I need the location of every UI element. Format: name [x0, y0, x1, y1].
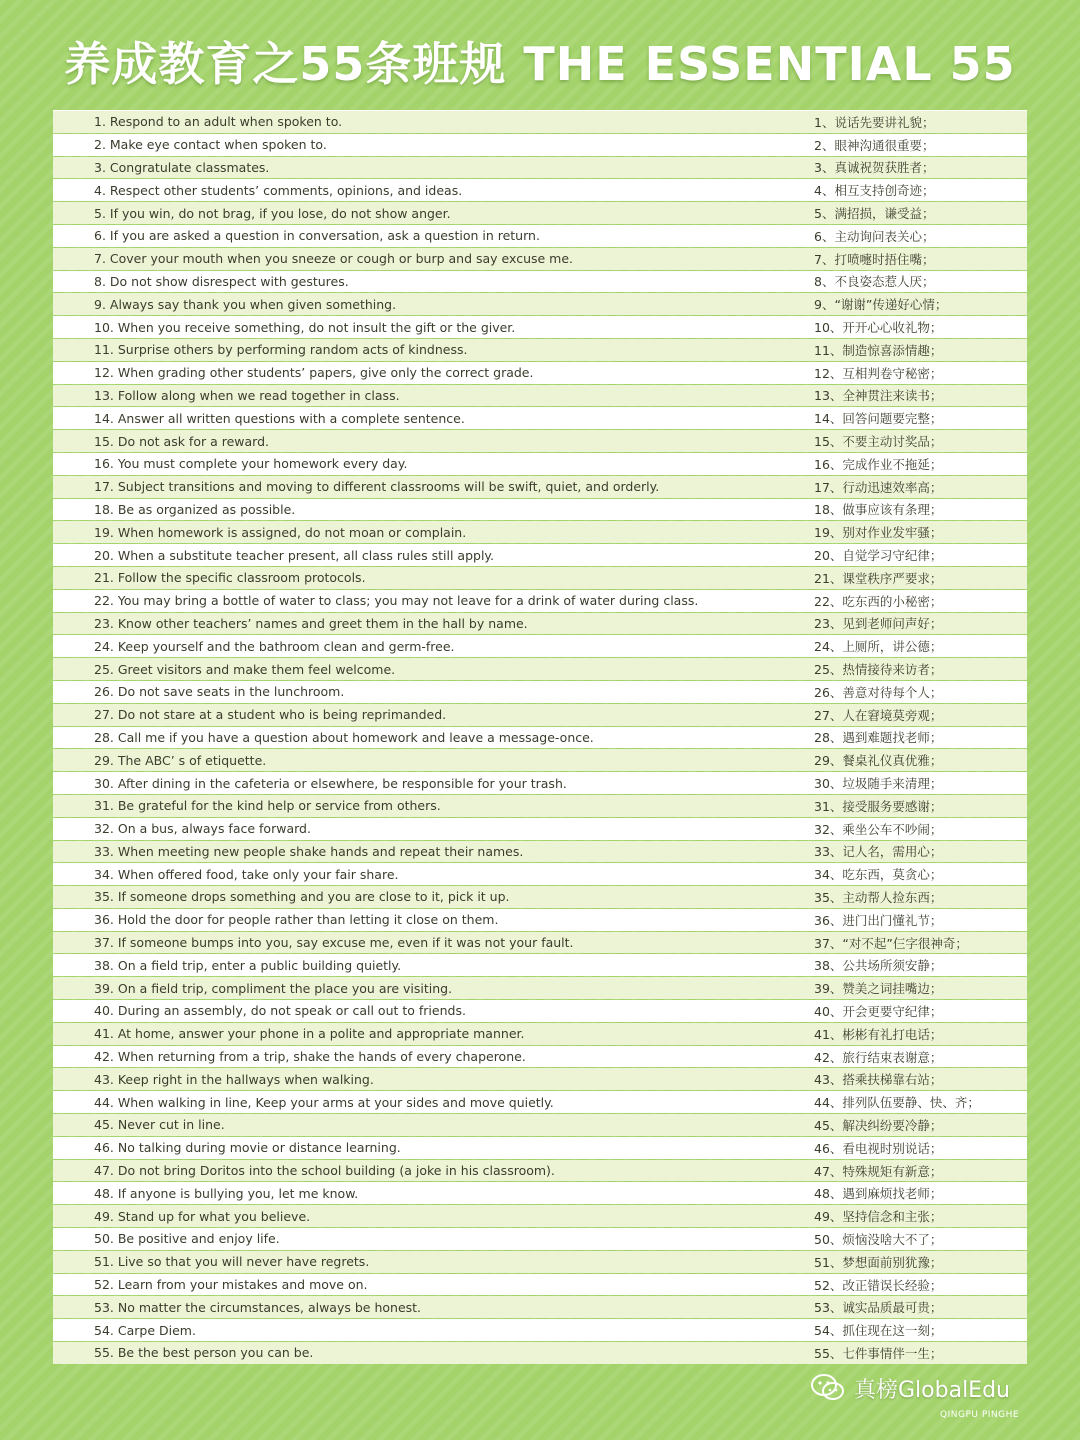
rule-chinese: 55、七件事情伴一生；: [814, 1345, 943, 1361]
rule-chinese: 17、行动迅速效率高；: [814, 479, 943, 495]
rule-chinese: 22、吃东西的小秘密；: [814, 593, 943, 609]
rule-row: [53, 1046, 1027, 1068]
rule-chinese: 21、课堂秩序严要求；: [814, 570, 943, 586]
watermark-subtext: QINGPU PINGHE: [940, 1410, 1020, 1420]
rule-chinese: 8、不良姿态惹人厌；: [814, 274, 935, 290]
rule-chinese: 37、“对不起”仨字很神奇；: [814, 935, 968, 951]
rule-row: [53, 954, 1027, 976]
rule-english: 44. When walking in line, Keep your arms at your sides and move quietly.: [94, 1094, 554, 1110]
rule-chinese: 2、眼神沟通很重要；: [814, 137, 935, 153]
rule-chinese: 24、上厕所，讲公德；: [814, 639, 943, 655]
rule-row: [53, 841, 1027, 863]
rule-english: 18. Be as organized as possible.: [94, 501, 296, 517]
rule-row: [53, 134, 1027, 156]
rule-row: [53, 886, 1027, 908]
rule-english: 15. Do not ask for a reward.: [94, 433, 269, 449]
rule-english: 8. Do not show disrespect with gestures.: [94, 273, 349, 289]
rule-row: [53, 544, 1027, 566]
rule-english: 22. You may bring a bottle of water to class; you may not leave for a drink of water during class.: [94, 593, 699, 609]
rule-row: [53, 453, 1027, 475]
rule-english: 11. Surprise others by performing random acts of kindness.: [94, 342, 468, 358]
rule-row: [53, 407, 1027, 429]
rule-row: [53, 1091, 1027, 1113]
rule-english: 26. Do not save seats in the lunchroom.: [94, 684, 345, 700]
rule-row: [53, 339, 1027, 361]
rule-chinese: 34、吃东西，莫贪心；: [814, 867, 943, 883]
rule-row: [53, 179, 1027, 201]
rule-english: 35. If someone drops something and you are close to it, pick it up.: [94, 889, 510, 905]
rule-english: 19. When homework is assigned, do not moan or complain.: [94, 524, 467, 540]
rule-row: [53, 157, 1027, 179]
rule-english: 53. No matter the circumstances, always be honest.: [94, 1299, 422, 1315]
rule-row: [53, 727, 1027, 749]
wechat-icon: [810, 1373, 846, 1403]
rule-english: 25. Greet visitors and make them feel welcome.: [94, 661, 396, 677]
watermark-text: 真榜GlobalEdu: [854, 1377, 1010, 1403]
rule-row: [53, 111, 1027, 133]
rule-chinese: 44、排列队伍要静、快、齐；: [814, 1095, 980, 1111]
rule-english: 52. Learn from your mistakes and move on.: [94, 1277, 368, 1293]
rule-english: 43. Keep right in the hallways when walking.: [94, 1071, 374, 1087]
rule-row: [53, 1296, 1027, 1318]
rule-row: [53, 863, 1027, 885]
rule-english: 37. If someone bumps into you, say excuse me, even if it was not your fault.: [94, 935, 574, 951]
rule-row: [53, 521, 1027, 543]
rule-chinese: 3、真诚祝贺获胜者；: [814, 160, 935, 176]
rule-english: 46. No talking during movie or distance learning.: [94, 1140, 401, 1156]
rule-english: 39. On a field trip, compliment the place you are visiting.: [94, 980, 453, 996]
rule-chinese: 36、进门出门懂礼节；: [814, 912, 943, 928]
rule-english: 1. Respond to an adult when spoken to.: [94, 114, 343, 130]
rule-row: [53, 271, 1027, 293]
watermark: [810, 1366, 1010, 1410]
rule-chinese: 40、开会更要守纪律；: [814, 1003, 943, 1019]
rule-row: [53, 818, 1027, 840]
rule-english: 55. Be the best person you can be.: [94, 1345, 314, 1361]
rule-chinese: 38、公共场所须安静；: [814, 958, 943, 974]
rule-chinese: 9、“谢谢”传递好心情；: [814, 297, 948, 313]
rule-english: 16. You must complete your homework every day.: [94, 456, 408, 472]
rule-chinese: 46、看电视时别说话；: [814, 1140, 943, 1156]
rule-english: 51. Live so that you will never have regrets.: [94, 1254, 370, 1270]
rule-chinese: 39、赞美之词挂嘴边；: [814, 981, 943, 997]
rule-english: 24. Keep yourself and the bathroom clean and germ-free.: [94, 638, 455, 654]
rule-english: 28. Call me if you have a question about homework and leave a message-once.: [94, 729, 594, 745]
rule-row: [53, 1228, 1027, 1250]
rule-chinese: 52、改正错误长经验；: [814, 1277, 943, 1293]
rule-chinese: 16、完成作业不拖延；: [814, 456, 943, 472]
rule-chinese: 53、诚实品质最可贵；: [814, 1300, 943, 1316]
rule-row: [53, 362, 1027, 384]
rule-chinese: 30、垃圾随手来清理；: [814, 776, 943, 791]
rule-row: [53, 1182, 1027, 1204]
rule-row: [53, 316, 1027, 338]
rule-chinese: 20、自觉学习守纪律；: [814, 548, 943, 564]
rule-row: [53, 248, 1027, 270]
rule-english: 13. Follow along when we read together in class.: [94, 387, 400, 403]
rule-english: 20. When a substitute teacher present, all class rules still apply.: [94, 547, 494, 563]
rule-english: 40. During an assembly, do not speak or call out to friends.: [94, 1003, 466, 1019]
rule-row: [53, 202, 1027, 224]
rule-row: [53, 1137, 1027, 1159]
rule-chinese: 14、回答问题要完整；: [814, 411, 943, 427]
rule-english: 10. When you receive something, do not insult the gift or the giver.: [94, 319, 516, 335]
rule-chinese: 31、接受服务要感谢；: [814, 798, 943, 814]
rule-chinese: 47、特殊规矩有新意；: [814, 1163, 943, 1179]
rule-chinese: 23、见到老师问声好；: [814, 616, 943, 632]
rule-chinese: 51、梦想面前别犹豫；: [814, 1254, 943, 1270]
rule-row: [53, 1205, 1027, 1227]
rule-row: [53, 1342, 1027, 1364]
rule-chinese: 49、坚持信念和主张；: [814, 1209, 943, 1225]
rule-chinese: 27、人在窘境莫旁观；: [814, 707, 943, 723]
rule-chinese: 12、互相判卷守秘密；: [814, 365, 943, 381]
rule-english: 36. Hold the door for people rather than letting it close on them.: [94, 912, 499, 928]
rule-row: [53, 795, 1027, 817]
rule-row: [53, 1251, 1027, 1273]
rule-english: 31. Be grateful for the kind help or service from others.: [94, 798, 441, 814]
rule-row: [53, 1068, 1027, 1090]
rule-english: 21. Follow the specific classroom protocols.: [94, 570, 366, 586]
rule-chinese: 4、相互支持创奇迹；: [814, 183, 935, 199]
rule-english: 45. Never cut in line.: [94, 1117, 225, 1133]
rule-english: 7. Cover your mouth when you sneeze or cough or burp and say excuse me.: [94, 251, 574, 267]
rule-chinese: 41、彬彬有礼打电话；: [814, 1026, 943, 1042]
rule-row: [53, 932, 1027, 954]
rule-english: 3. Congratulate classmates.: [94, 159, 270, 175]
rule-row: [53, 430, 1027, 452]
rule-row: [53, 499, 1027, 521]
rule-chinese: 28、遇到难题找老师；: [814, 730, 943, 746]
rule-row: [53, 1274, 1027, 1296]
rule-english: 5. If you win, do not brag, if you lose, do not show anger.: [94, 205, 451, 221]
rule-english: 50. Be positive and enjoy life.: [94, 1231, 280, 1247]
rule-row: [53, 909, 1027, 931]
rule-row: [53, 1023, 1027, 1045]
rule-row: [53, 385, 1027, 407]
rule-chinese: 48、遇到麻烦找老师；: [814, 1186, 943, 1202]
rule-chinese: 25、热情接待来访者；: [814, 662, 943, 678]
rule-row: [53, 613, 1027, 635]
rule-row: [53, 772, 1027, 794]
rule-chinese: 5、满招损，谦受益；: [814, 206, 935, 222]
rule-english: 27. Do not stare at a student who is being reprimanded.: [94, 707, 447, 723]
rule-english: 14. Answer all written questions with a complete sentence.: [94, 410, 465, 426]
rule-chinese: 42、旅行结束表谢意；: [814, 1049, 943, 1065]
rule-chinese: 26、善意对待每个人；: [814, 684, 943, 700]
rule-chinese: 54、抓住现在这一刻；: [814, 1323, 943, 1339]
rule-row: [53, 1114, 1027, 1136]
rule-row: [53, 293, 1027, 315]
rule-english: 49. Stand up for what you believe.: [94, 1208, 311, 1224]
rule-english: 9. Always say thank you when given something.: [94, 296, 397, 312]
rule-chinese: 13、全神贯注来读书；: [814, 388, 943, 404]
rule-chinese: 33、记人名，需用心；: [814, 844, 943, 860]
rule-row: [53, 590, 1027, 612]
rule-english: 12. When grading other students’ papers, give only the correct grade.: [94, 365, 534, 381]
rule-english: 2. Make eye contact when spoken to.: [94, 137, 327, 153]
rule-row: [53, 681, 1027, 703]
rules-list: [53, 110, 1027, 1365]
rule-english: 34. When offered food, take only your fair share.: [94, 866, 399, 882]
rule-english: 47. Do not bring Doritos into the school building (a joke in his classroom).: [94, 1163, 555, 1179]
rule-chinese: 18、做事应该有条理；: [814, 502, 943, 518]
rule-row: [53, 1160, 1027, 1182]
rule-chinese: 45、解决纠纷要冷静；: [814, 1117, 943, 1133]
rule-english: 6. If you are asked a question in conversation, ask a question in return.: [94, 228, 540, 244]
rule-chinese: 10、开开心心收礼物；: [814, 320, 943, 336]
rule-row: [53, 704, 1027, 726]
rule-chinese: 50、烦恼没啥大不了；: [814, 1231, 943, 1247]
rule-english: 4. Respect other students’ comments, opinions, and ideas.: [94, 182, 463, 198]
rule-chinese: 35、主动帮人捡东西；: [814, 889, 943, 905]
page-title: 养成教育之55条班规 THE ESSENTIAL 55: [64, 37, 1016, 91]
rule-row: [53, 977, 1027, 999]
rule-chinese: 7、打喷嚏时捂住嘴；: [814, 251, 935, 267]
rule-english: 29. The ABC’ s of etiquette.: [94, 752, 267, 768]
rule-chinese: 15、不要主动讨奖品；: [814, 434, 943, 450]
rule-english: 23. Know other teachers’ names and greet them in the hall by name.: [94, 615, 528, 631]
rule-row: [53, 225, 1027, 247]
rule-row: [53, 476, 1027, 498]
rule-english: 33. When meeting new people shake hands and repeat their names.: [94, 843, 524, 859]
rule-english: 48. If anyone is bullying you, let me know.: [94, 1185, 359, 1201]
rule-chinese: 19、别对作业发牢骚；: [814, 525, 943, 541]
rule-chinese: 6、主动询问表关心；: [814, 228, 935, 244]
rule-chinese: 29、餐桌礼仪真优雅；: [814, 753, 943, 769]
rule-english: 42. When returning from a trip, shake the hands of every chaperone.: [94, 1049, 526, 1065]
rule-english: 17. Subject transitions and moving to different classrooms will be swift, quiet, and orderly.: [94, 479, 660, 495]
rule-row: [53, 1319, 1027, 1341]
rule-english: 54. Carpe Diem.: [94, 1322, 196, 1338]
rule-english: 32. On a bus, always face forward.: [94, 821, 311, 837]
rule-chinese: 11、制造惊喜添情趣；: [814, 342, 943, 358]
rule-english: 38. On a field trip, enter a public building quietly.: [94, 957, 402, 973]
rule-row: [53, 635, 1027, 657]
rule-english: 30. After dining in the cafeteria or elsewhere, be responsible for your trash.: [94, 775, 567, 791]
rule-chinese: 32、乘坐公车不吵闹；: [814, 821, 943, 837]
rule-chinese: 43、搭乘扶梯靠右站；: [814, 1072, 943, 1088]
rule-row: [53, 567, 1027, 589]
rule-row: [53, 1000, 1027, 1022]
rule-row: [53, 658, 1027, 680]
rule-chinese: 1、说话先要讲礼貌；: [814, 114, 935, 130]
rule-row: [53, 749, 1027, 771]
rule-english: 41. At home, answer your phone in a polite and appropriate manner.: [94, 1026, 525, 1042]
